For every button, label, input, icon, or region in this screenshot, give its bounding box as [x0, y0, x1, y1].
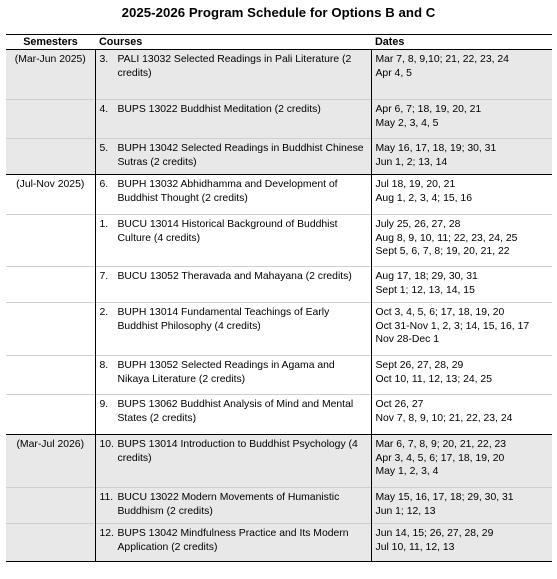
course-name: BUPS 13022 Buddhist Meditation (2 credits) — [117, 104, 321, 115]
course-name: BUCU 13014 Historical Background of Buddhist Culture (4 credits) — [117, 219, 338, 244]
course-name: BUPS 13042 Mindfulness Practice and Its Modern Application (2 credits) — [117, 528, 349, 553]
course-number: 5. — [99, 143, 109, 154]
table-row — [6, 267, 552, 303]
course-number: 2. — [99, 307, 109, 318]
course-name: BUPH 13052 Selected Readings in Agama and Nikaya Literature (2 credits) — [117, 360, 335, 385]
table-row — [6, 395, 552, 435]
course-name: BUCU 13022 Modern Movements of Humanistic Buddhism (2 credits) — [117, 492, 340, 517]
course-number: 3. — [99, 54, 109, 65]
course-cell — [95, 524, 371, 562]
dates-cell: Sept 26, 27, 28, 29 Oct 10, 11, 12, 13; 24, 25 — [375, 360, 492, 385]
document-title: 2025-2026 Program Schedule for Options B and C — [121, 5, 436, 20]
dates-cell: Jun 14, 15; 26, 27, 28, 29 Jul 10, 11, 12, 13 — [371, 524, 552, 562]
semester-cell — [6, 139, 95, 175]
course-cell — [95, 139, 371, 175]
course-number: 9. — [99, 399, 109, 410]
dates-cell: Mar 7, 8, 9,10; 21, 22, 23, 24 Apr 4, 5 — [371, 50, 552, 100]
course-number: 6. — [99, 179, 109, 190]
table-row — [6, 356, 552, 395]
header-row — [6, 35, 552, 50]
dates-cell: Jul 18, 19, 20, 21 Aug 1, 2, 3, 4; 15, 16 — [375, 179, 472, 204]
semester-cell — [6, 395, 95, 435]
semester-cell: (Mar-Jul 2026) — [6, 435, 95, 488]
semester-cell — [6, 267, 95, 303]
semester-cell — [6, 100, 95, 139]
course-name: BUPS 13014 Introduction to Buddhist Psychology (4 credits) — [117, 439, 358, 464]
course-cell — [95, 435, 371, 488]
dates-cell: July 25, 26, 27, 28 Aug 8, 9, 10, 11; 22, 23, 24, 25 Sept 5, 6, 7, 8; 19, 20, 21, 22 — [375, 219, 518, 258]
dates-cell: Oct 3, 4, 5, 6; 17, 18, 19, 20 Oct 31-Nov 1, 2, 3; 14, 15, 16, 17 Nov 28-Dec 1 — [375, 307, 530, 346]
course-number: 8. — [99, 360, 109, 371]
course-name: BUPS 13062 Buddhist Analysis of Mind and Mental States (2 credits) — [117, 399, 354, 424]
schedule-table — [6, 34, 552, 562]
semester-cell — [6, 215, 95, 267]
table-row — [6, 50, 552, 100]
course-name: PALI 13032 Selected Readings in Pali Literature (2 credits) — [117, 54, 352, 79]
course-cell — [95, 100, 371, 139]
header-semesters: Semesters — [6, 35, 95, 50]
header-courses: Courses — [95, 35, 371, 50]
course-cell — [95, 215, 371, 267]
semester-cell — [6, 303, 95, 356]
course-name: BUCU 13052 Theravada and Mahayana (2 credits) — [117, 271, 352, 282]
course-cell — [95, 50, 371, 100]
course-name: BUPH 13014 Fundamental Teachings of Early Buddhist Philosophy (4 credits) — [117, 307, 330, 332]
dates-cell: May 16, 17, 18, 19; 30, 31 Jun 1, 2; 13, 14 — [371, 139, 552, 175]
course-name: BUPH 13042 Selected Readings in Buddhist Chinese Sutras (2 credits) — [117, 143, 364, 168]
dates-cell: Oct 26, 27 Nov 7, 8, 9, 10; 21, 22, 23, 24 — [375, 399, 513, 424]
table-row — [6, 139, 552, 175]
table-row — [6, 303, 552, 356]
course-number: 12. — [99, 528, 114, 539]
course-cell — [95, 175, 371, 215]
table-row — [6, 215, 552, 267]
course-name: BUPH 13032 Abhidhamma and Development of Buddhist Thought (2 credits) — [117, 179, 338, 204]
course-number: 1. — [99, 219, 109, 230]
semester-cell — [6, 524, 95, 562]
course-number: 7. — [99, 271, 109, 282]
semester-cell: (Mar-Jun 2025) — [6, 50, 95, 100]
course-cell — [95, 303, 371, 356]
course-cell — [95, 395, 371, 435]
semester-cell: (Jul-Nov 2025) — [6, 175, 95, 215]
table-row — [6, 435, 552, 488]
course-number: 10. — [99, 439, 114, 450]
semester-cell — [6, 356, 95, 395]
table-row — [6, 175, 552, 215]
course-number: 4. — [99, 104, 109, 115]
dates-cell: May 15, 16, 17, 18; 29, 30, 31 Jun 1; 12, 13 — [371, 488, 552, 524]
table-row — [6, 100, 552, 139]
table-row — [6, 524, 552, 562]
course-cell — [95, 488, 371, 524]
dates-cell: Mar 6, 7, 8, 9; 20, 21, 22, 23 Apr 3, 4, 5, 6; 17, 18, 19, 20 May 1, 2, 3, 4 — [371, 435, 552, 488]
dates-cell: Aug 17, 18; 29, 30, 31 Sept 1; 12, 13, 14, 15 — [375, 271, 478, 296]
header-dates: Dates — [371, 35, 552, 50]
semester-cell — [6, 488, 95, 524]
course-cell — [95, 356, 371, 395]
course-number: 11. — [99, 492, 114, 503]
dates-cell: Apr 6, 7; 18, 19, 20, 21 May 2, 3, 4, 5 — [371, 100, 552, 139]
table-row — [6, 488, 552, 524]
course-cell — [95, 267, 371, 303]
